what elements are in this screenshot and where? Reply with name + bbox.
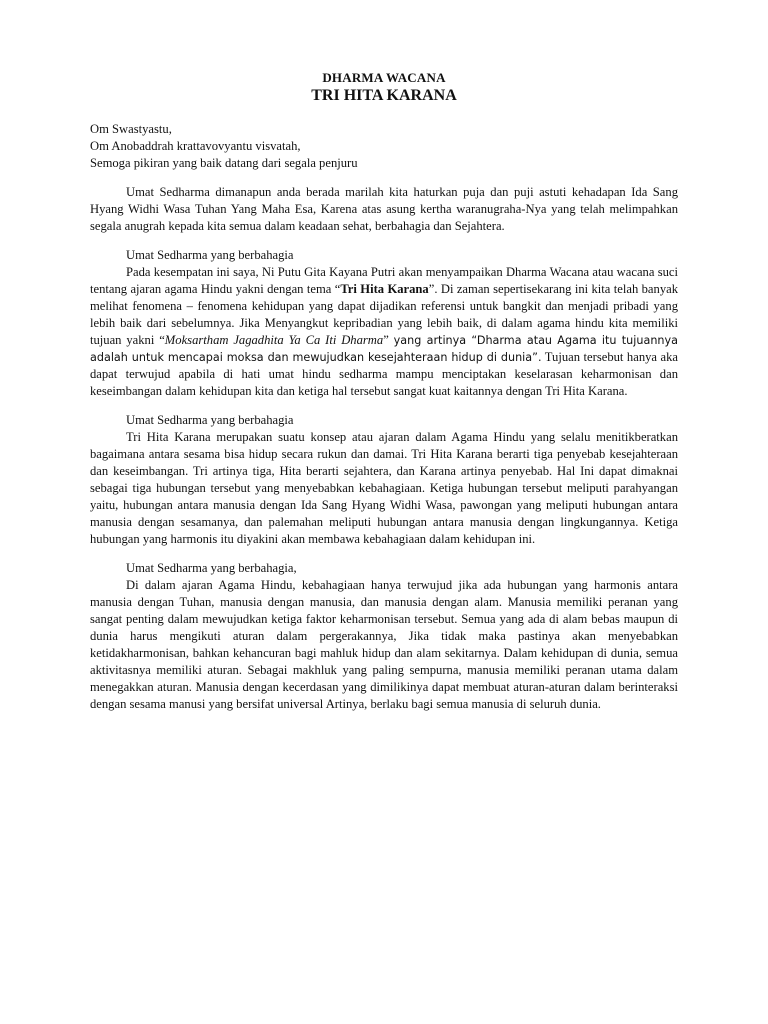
section-greeting: Umat Sedharma yang berbahagia	[126, 248, 294, 262]
section-paragraph: Di dalam ajaran Agama Hindu, kebahagiaan hanya terwujud jika ada hubungan yang harmonis antara manusia dengan Tuhan, manusia dengan manusia, dan manusia dengan alam. Manusia memiliki peranan yang sangat penting dalam mewujudkan ketiga faktor keharmonisan tersebut. Semua yang ada di alam bebas maupun di dunia harus mengikuti aturan dalam pergerakannya, Jika tidak maka pastinya akan menyebabkan ketidakharmonisan, bahkan kehancuran bagi mahluk hidup dan alam sekitarnya. Dalam kehidupan di dunia, semua aktivitasnya memiliki aturan. Sebagai makhluk yang paling sempurna, manusia memiliki peranan utama dalam menegakkan aturan. Manusia dengan kecerdasan yang dimilikinya dapat membuat aturan-aturan dalam berinteraksi dengan sesama manusi yang bersifat universal Artinya, berlaku bagi semua manusia di seluruh dunia.	[90, 578, 678, 711]
document-subtitle: DHARMA WACANA	[322, 70, 446, 85]
document-title: TRI HITA KARANA	[311, 87, 457, 104]
text-run: ”	[383, 333, 394, 347]
text-run: Pada kesempatan ini saya, Ni Putu Gita Kayana Putri akan menyampaikan Dharma Wacana atau wacana suci tentang ajaran agama Hindu yakni dengan tema “	[90, 265, 678, 296]
intro-paragraph: Umat Sedharma dimanapun anda berada marilah kita haturkan puja dan puji astuti kehadapan Ida Sang Hyang Widhi Wasa Tuhan Yang Maha Esa, Karena atas asung kertha waranugraha-Nya yang telah melimpahkan segala anugrah kepada kita semua dalam keadaan sehat, berbahagia dan Sejahtera.	[90, 185, 678, 233]
document-header	[0, 70, 768, 105]
salutation-line: Om Swastyastu,	[90, 122, 172, 136]
quote-text: Moksartham Jagadhita Ya Ca Iti Dharma	[164, 333, 384, 347]
salutation-line: Semoga pikiran yang baik datang dari segala penjuru	[90, 156, 358, 170]
meaning-text: yang artinya “Dharma atau Agama itu tujuannya adalah untuk mencapai moksa dan mewujudkan kesejahteraan hidup di dunia”.	[90, 334, 678, 364]
section-paragraph	[90, 264, 678, 400]
salutation-line: Om Anobaddrah krattavovyantu visvatah,	[90, 139, 301, 153]
theme-text: Tri Hita Karana	[340, 282, 429, 296]
section-paragraph: Tri Hita Karana merupakan suatu konsep atau ajaran dalam Agama Hindu yang selalu menitikberatkan bagaimana antara sesama bisa hidup secara rukun dan damai. Tri Hita Karana berarti tiga penyebab kesejahteraan dan keseimbangan. Tri artinya tiga, Hita berarti sejahtera, dan Karana artinya penyebab. Hal Ini dapat dimaknai sebagai tiga hubungan tersebut yang menyebabkan kebahagiaan. Ketiga hubungan tersebut meliputi parahyangan yaitu, hubungan antara manusia dengan Ida Sang Hyang Widhi Wasa, pawongan yang meliputi hubungan antara manusia dengan sesamanya, dan palemahan meliputi hubungan antara manusia dengan lingkungannya. Ketiga hubungan yang harmonis itu diyakini akan membawa kebahagiaan dalam kehidupan ini.	[90, 430, 678, 546]
text-run: Tujuan tersebut hanya aka dapat terwujud apabila di hati umat hindu sedharma mampu menciptakan keselarasan keharmonisan dan keseimbangan dalam kehidupan kita dan ketiga hal tersebut sangat kuat kaitannya dengan Tri Hita Karana.	[90, 350, 678, 398]
salutation-block	[90, 121, 678, 172]
section-greeting: Umat Sedharma yang berbahagia,	[126, 561, 297, 575]
section-greeting: Umat Sedharma yang berbahagia	[126, 413, 294, 427]
text-run: ”. Di zaman sepertisekarang ini kita telah banyak melihat fenomena – fenomena kehidupan yang dapat dijadikan referensi untuk bangkit dan menjadi pribadi yang lebih baik dari sebelumnya. Jika Menyangkut kepribadian yang lebih baik, di dalam agama hindu kita memiliki tujuan yakni “	[90, 282, 679, 347]
document-body	[90, 121, 678, 713]
